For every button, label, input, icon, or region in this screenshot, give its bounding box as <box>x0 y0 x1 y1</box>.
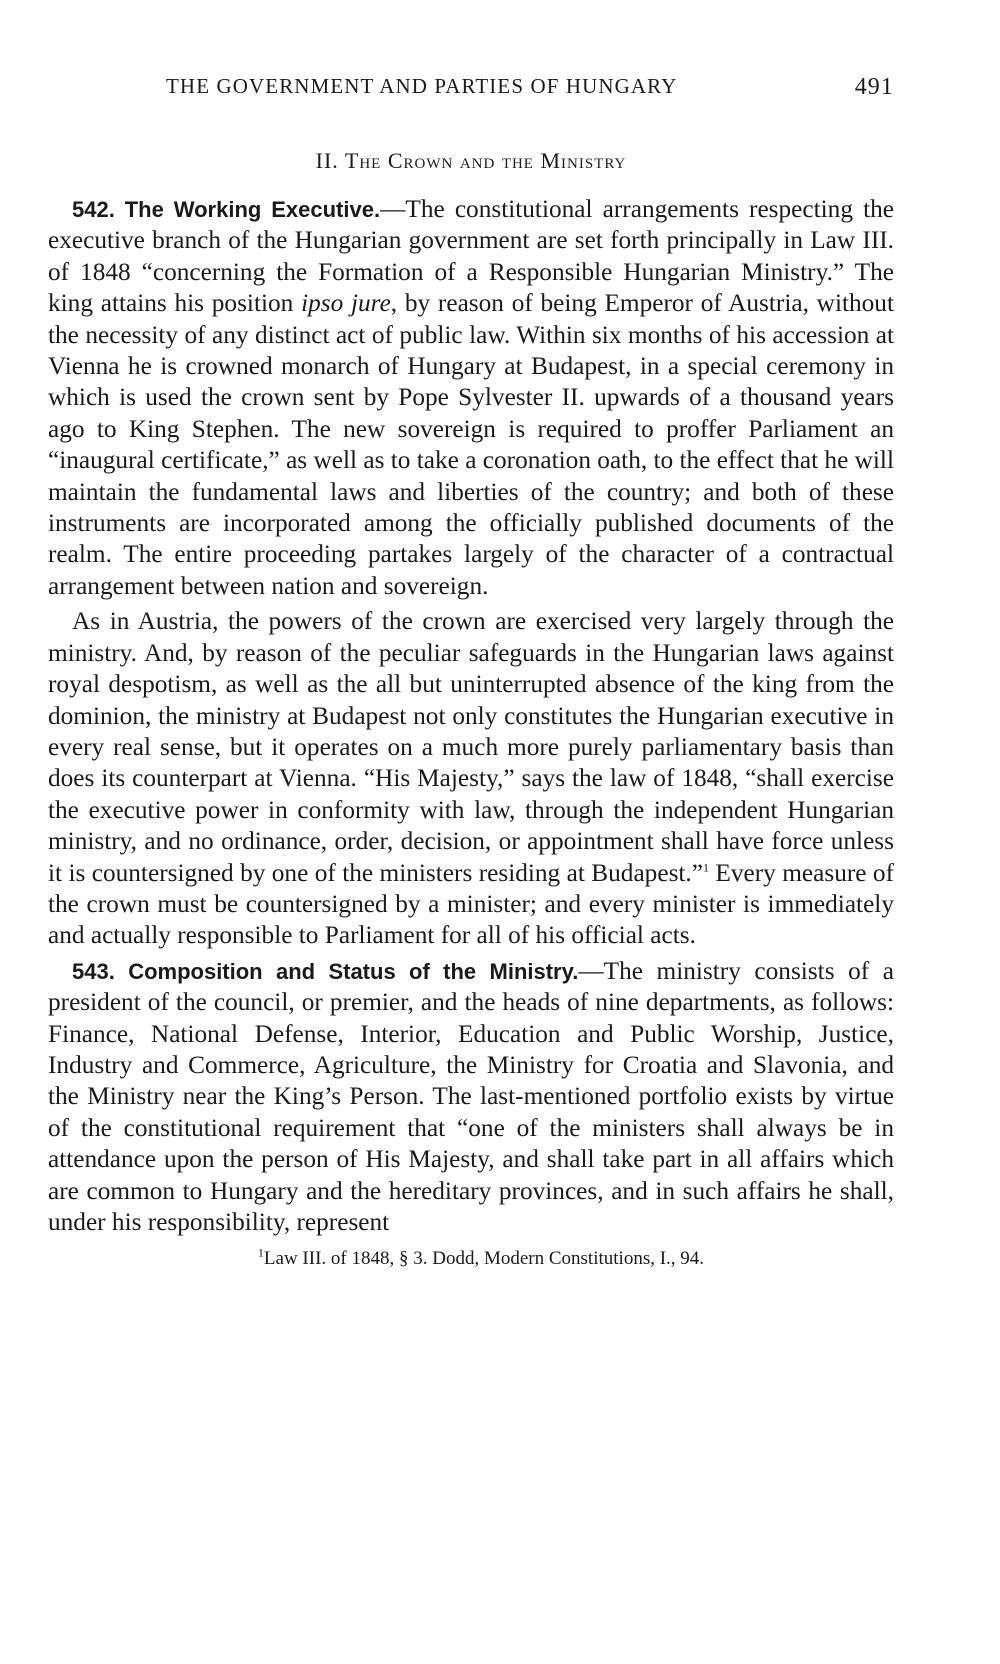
page-number: 491 <box>854 74 894 100</box>
paragraph-543-title: Composition and Status of the Ministry. <box>128 958 579 984</box>
paragraph-crown-powers-text: As in Austria, the powers of the crown are exercised very largely through the ministry. And, by reason of the peculiar safeguards in the Hungarian laws against royal despotism, as well as the all but uninterrupted absence of the king from the dominion, the ministry at Budapest not only constitutes the Hungarian executive in every real sense, but it operates on a much more purely parliamentary basis than does its counterpart at Vienna. “His Majesty,” says the law of 1848, “shall exercise the executive power in conformity with law, through the independent Hungarian ministry, and no ordinance, order, decision, or appointment shall have force unless it is countersigned by one of the ministers residing at Budapest.” <box>48 607 894 887</box>
paragraph-543-text: —The ministry consists of a president of the council, or premier, and the heads of nine departments, as follows: Finance, National Defense, Interior, Education and Public Worship, Justice, Industry and Commerce, Agriculture, the Ministry for Croatia and Slavonia, and the Ministry near the King’s Person. The last-mentioned portfolio exists by virtue of the constitutional requirement that “one of the ministers shall always be in attendance upon the person of His Majesty, and shall take part in all affairs which are common to Hungary and the hereditary provinces, and in such affairs he shall, under his responsibility, represent <box>48 956 894 1236</box>
paragraph-crown-powers-text-continued: Every measure of the crown must be countersigned by a minister; and every minister is immediately and actually responsible to Parliament for all of his official acts. <box>48 858 894 950</box>
footnote <box>48 1248 894 1270</box>
running-head <box>48 60 894 100</box>
paragraph-542-heading <box>72 197 380 222</box>
paragraph-543 <box>48 956 894 1239</box>
footnote-mark: 1 <box>257 1246 264 1261</box>
book-page <box>48 60 894 1270</box>
paragraph-542-text-continued: , by reason of being Emperor of Austria, without the necessity of any distinct act of public law. Within six months of his accession at Vienna he is crowned monarch of Hungary at Budapest, in a special ceremony in which is used the crown sent by Pope Sylvester II. upwards of a thousand years ago to King Stephen. The new sovereign is required to proffer Parliament an “inaugural certificate,” as well as to take a coronation oath, to the effect that he will maintain the fundamental laws and liberties of the country; and both of these instruments are incorporated among the officially published documents of the realm. The entire proceeding partakes largely of the character of a contractual arrangement between nation and sovereign. <box>48 289 894 600</box>
paragraph-543-heading <box>72 959 578 984</box>
footnote-reference[interactable]: 1 <box>703 860 709 875</box>
paragraph-crown-powers <box>48 606 894 951</box>
paragraph-542-italic-phrase: ipso jure <box>301 289 391 318</box>
paragraph-542-text: —The constitutional arrangements respecting the executive branch of the Hungarian government are set forth principally in Law III. of 1848 “concerning the Formation of a Responsible Hungarian Ministry.” The king attains his position <box>48 195 894 318</box>
paragraph-542 <box>48 194 894 602</box>
paragraph-542-title: The Working Executive. <box>124 197 381 222</box>
paragraph-543-number: 543. <box>72 958 115 984</box>
running-title: THE GOVERNMENT AND PARTIES OF HUNGARY <box>166 74 678 98</box>
footnote-text: Law III. of 1848, § 3. Dodd, Modern Constitutions, I., 94. <box>263 1248 705 1270</box>
paragraph-542-number: 542. <box>72 197 115 222</box>
section-title: II. The Crown and the Ministry <box>315 148 627 173</box>
